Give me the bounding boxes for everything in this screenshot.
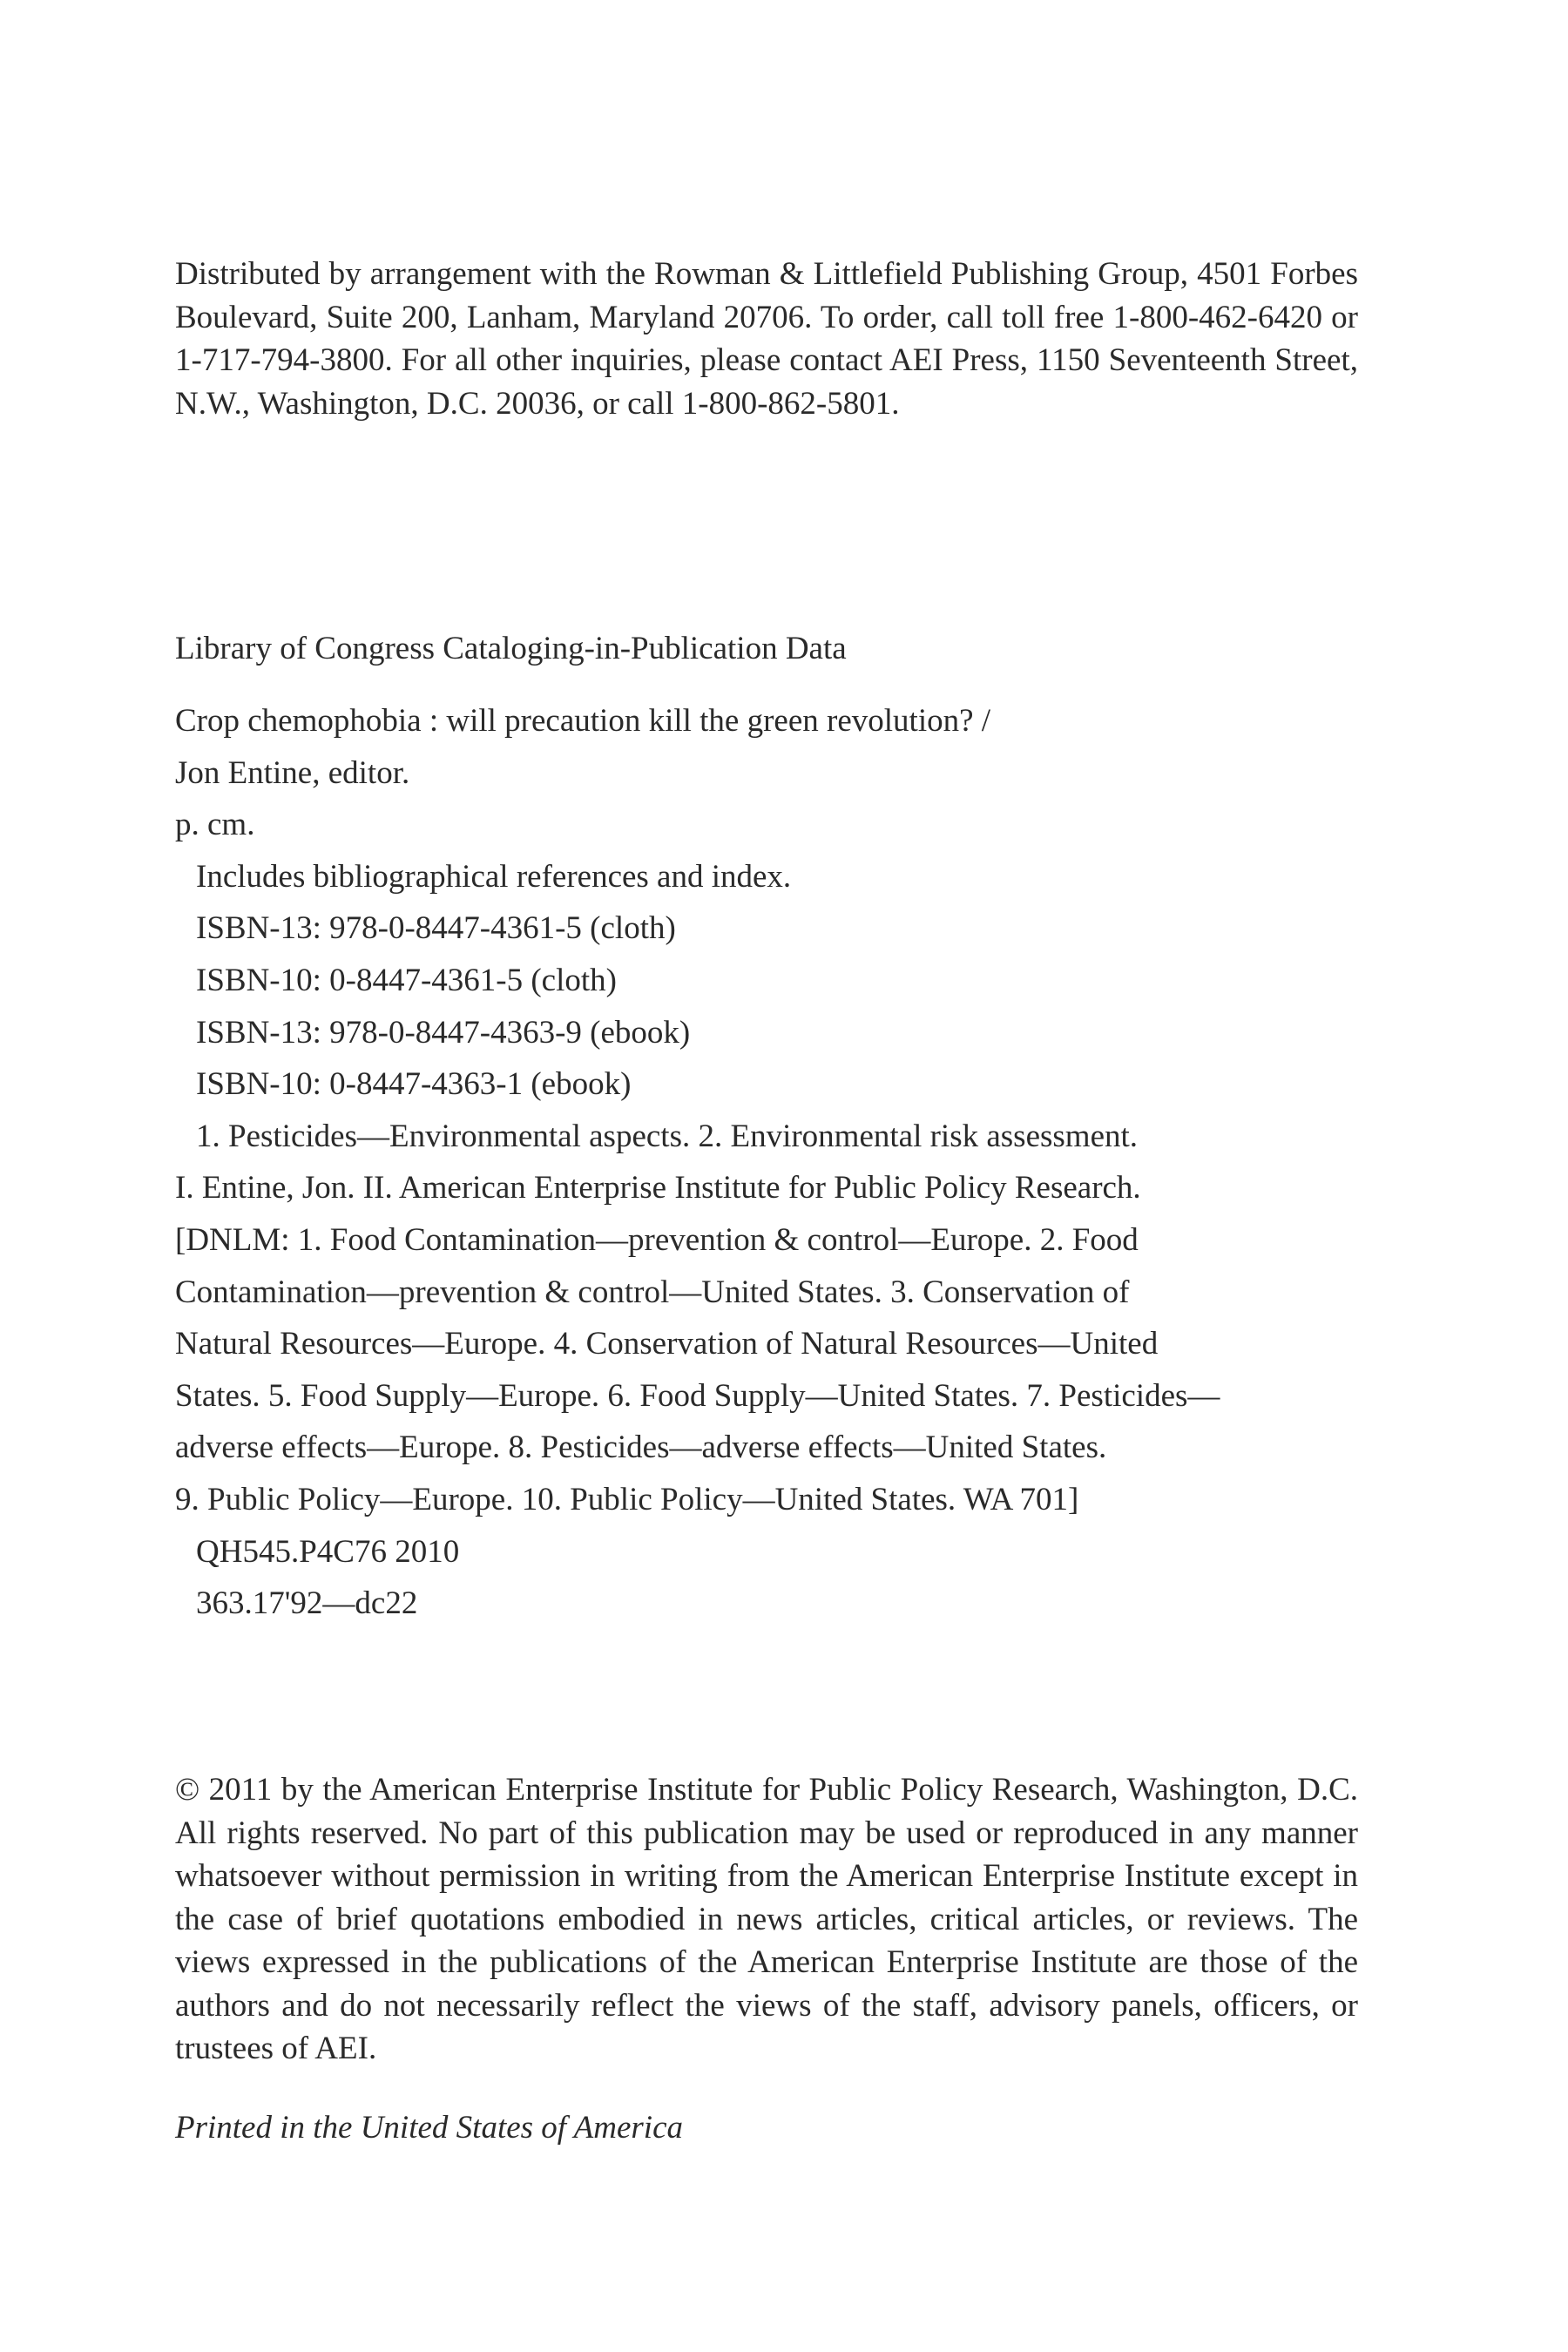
cip-line: 363.17'92—dc22	[196, 1585, 418, 1622]
cip-line: States. 5. Food Supply—Europe. 6. Food Supply—United States. 7. Pesticides—	[175, 1377, 1220, 1414]
cip-data-block	[175, 627, 1358, 1630]
printed-in-line: Printed in the United States of America	[175, 2110, 684, 2146]
cip-line: I. Entine, Jon. II. American Enterprise Institute for Public Policy Research.	[175, 1170, 1141, 1206]
cip-line: p. cm.	[175, 807, 255, 843]
cip-line: Jon Entine, editor.	[175, 754, 410, 791]
cip-line: ISBN-10: 0-8447-4361-5 (cloth)	[196, 962, 617, 998]
cip-line: [DNLM: 1. Food Contamination—prevention & control—Europe. 2. Food	[175, 1221, 1139, 1258]
copyright-paragraph: © 2011 by the American Enterprise Institute for Public Policy Research, Washington, D.C. All rights reserved. No part of this publication may be used or reproduced in any manner whatsoever without permission in writing from the American Enterprise Institute except in the case of brief quotations embodied in news articles, critical articles, or reviews. The views expressed in the publications of the American Enterprise Institute are those of the authors and do not necessarily reflect the views of the staff, advisory panels, officers, or trustees of AEI.	[175, 1772, 1358, 2066]
cip-line: 9. Public Policy—Europe. 10. Public Policy—United States. WA 701]	[175, 1481, 1079, 1517]
cip-line: ISBN-10: 0-8447-4363-1 (ebook)	[196, 1066, 632, 1103]
distribution-notice	[175, 253, 1358, 425]
cip-line: Natural Resources—Europe. 4. Conservation of Natural Resources—United	[175, 1326, 1159, 1362]
distribution-paragraph: Distributed by arrangement with the Rowman & Littlefield Publishing Group, 4501 Forbes Boulevard, Suite 200, Lanham, Maryland 20706. To order, call toll free 1-800-462-6420 or 1-717-794-3800. For all other inquiries, please contact AEI Press, 1150 Seventeenth Street, N.W., Washington, D.C. 20036, or call 1-800-862-5801.	[175, 256, 1358, 422]
cip-line: Includes bibliographical references and index.	[196, 858, 792, 895]
cip-header: Library of Congress Cataloging-in-Publication Data	[175, 631, 847, 666]
cip-line: QH545.P4C76 2010	[196, 1533, 460, 1570]
copyright-notice	[175, 1768, 1358, 2071]
cip-line: 1. Pesticides—Environmental aspects. 2. Environmental risk assessment.	[196, 1118, 1139, 1154]
cip-line: Crop chemophobia : will precaution kill the green revolution? /	[175, 703, 991, 739]
cip-line: ISBN-13: 978-0-8447-4363-9 (ebook)	[196, 1014, 691, 1051]
cip-line: ISBN-13: 978-0-8447-4361-5 (cloth)	[196, 910, 676, 947]
cip-line: adverse effects—Europe. 8. Pesticides—adverse effects—United States.	[175, 1429, 1107, 1466]
cip-line: Contamination—prevention & control—United States. 3. Conservation of	[175, 1274, 1130, 1310]
